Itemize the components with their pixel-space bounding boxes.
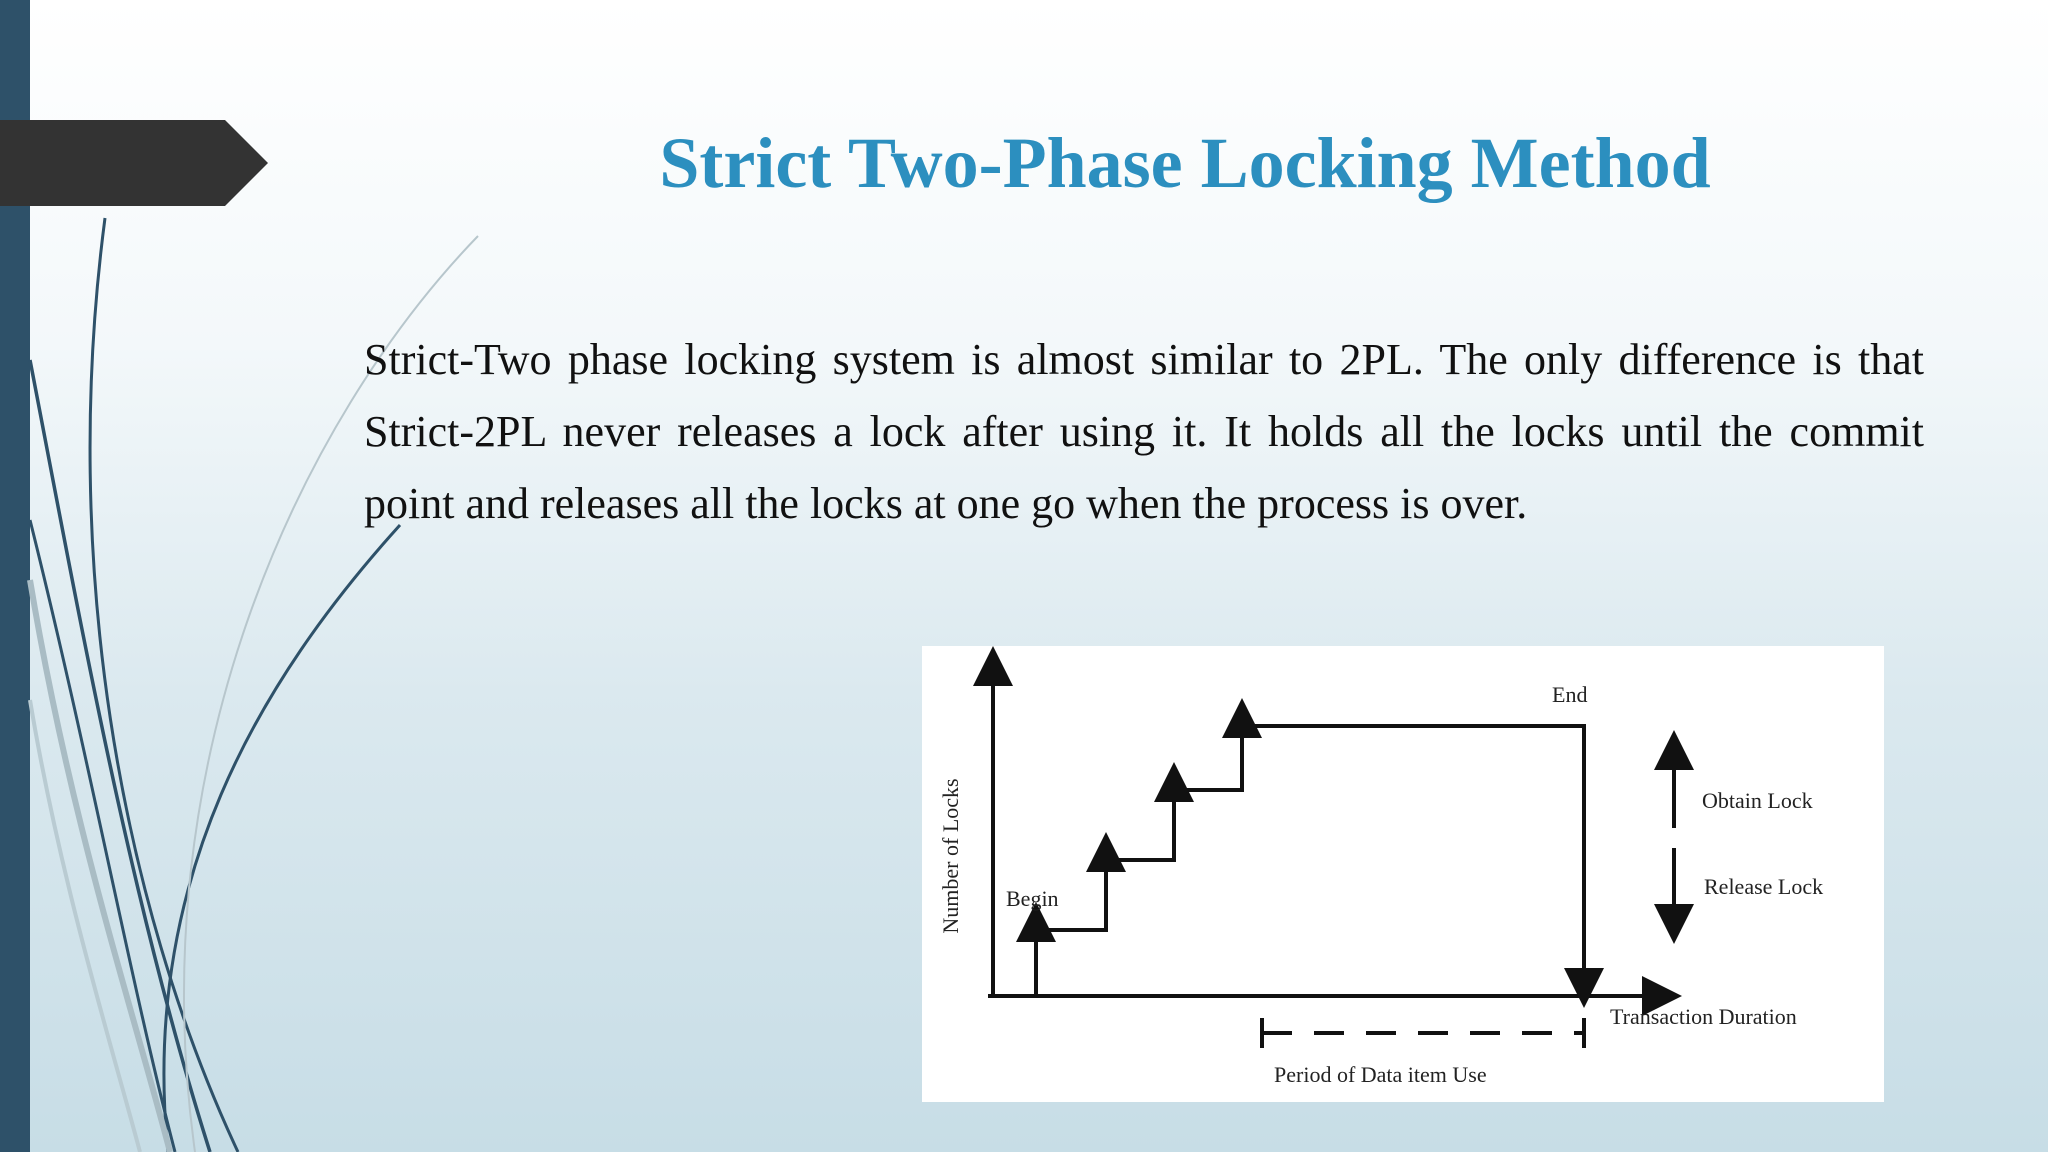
y-axis-label: Number of Locks [938,778,963,934]
period-label: Period of Data item Use [1274,1062,1487,1087]
locking-diagram [922,646,1884,1102]
obtain-lock-label: Obtain Lock [1702,788,1813,813]
slide-title: Strict Two-Phase Locking Method [659,123,1711,203]
locking-diagram-svg [922,646,1884,1102]
lock-staircase [1036,726,1584,996]
x-axis-label: Transaction Duration [1610,1004,1797,1029]
end-label: End [1552,682,1588,707]
body-paragraph: Strict-Two phase locking system is almost similar to 2PL. The only difference is that Strict-2PL never releases a lock after using it. It holds all the locks until the commit point and releases all the locks at one go when the process is over. [364,335,1924,528]
title-tab-shape [0,120,270,206]
begin-label: Begin [1006,886,1059,911]
release-lock-label: Release Lock [1704,874,1824,899]
